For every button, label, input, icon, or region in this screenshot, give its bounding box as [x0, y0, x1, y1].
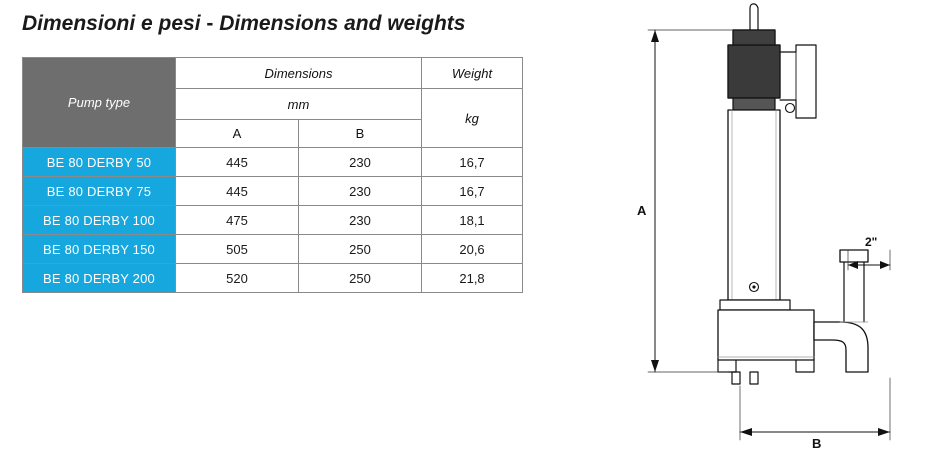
header-col-a: A: [176, 120, 299, 148]
pump-technical-drawing: [600, 0, 941, 455]
row-dimension-a: 445: [176, 177, 299, 206]
row-pump-name: BE 80 DERBY 200: [23, 264, 176, 293]
dimensions-weights-table: [22, 57, 523, 293]
drawing-label-outlet: 2": [865, 235, 878, 249]
header-unit-mm: mm: [176, 89, 422, 120]
row-weight-kg: 16,7: [422, 177, 523, 206]
drawing-label-a: A: [637, 203, 647, 218]
row-pump-name: BE 80 DERBY 150: [23, 235, 176, 264]
header-weight: Weight: [422, 58, 523, 89]
table-row: [23, 264, 523, 293]
row-dimension-b: 250: [299, 264, 422, 293]
row-dimension-a: 445: [176, 148, 299, 177]
table-header-row-1: [23, 58, 523, 89]
row-weight-kg: 18,1: [422, 206, 523, 235]
row-dimension-a: 505: [176, 235, 299, 264]
row-dimension-a: 520: [176, 264, 299, 293]
row-weight-kg: 16,7: [422, 148, 523, 177]
page-title: [22, 12, 465, 36]
row-dimension-b: 230: [299, 148, 422, 177]
header-dimensions: Dimensions: [176, 58, 422, 89]
table-row: [23, 148, 523, 177]
page-title-separator: -: [200, 12, 220, 35]
header-unit-kg: kg: [422, 89, 523, 148]
row-pump-name: BE 80 DERBY 75: [23, 177, 176, 206]
header-col-b: B: [299, 120, 422, 148]
row-dimension-b: 230: [299, 206, 422, 235]
row-weight-kg: 20,6: [422, 235, 523, 264]
page-title-english: Dimensions and weights: [219, 12, 466, 35]
table-row: [23, 206, 523, 235]
table-row: [23, 177, 523, 206]
row-pump-name: BE 80 DERBY 100: [23, 206, 176, 235]
row-pump-name: BE 80 DERBY 50: [23, 148, 176, 177]
row-dimension-b: 250: [299, 235, 422, 264]
drawing-label-b: B: [812, 436, 822, 451]
row-weight-kg: 21,8: [422, 264, 523, 293]
row-dimension-a: 475: [176, 206, 299, 235]
row-dimension-b: 230: [299, 177, 422, 206]
header-pump-type: Pump type: [23, 58, 176, 148]
table-row: [23, 235, 523, 264]
page-title-italian: Dimensioni e pesi: [22, 12, 201, 35]
